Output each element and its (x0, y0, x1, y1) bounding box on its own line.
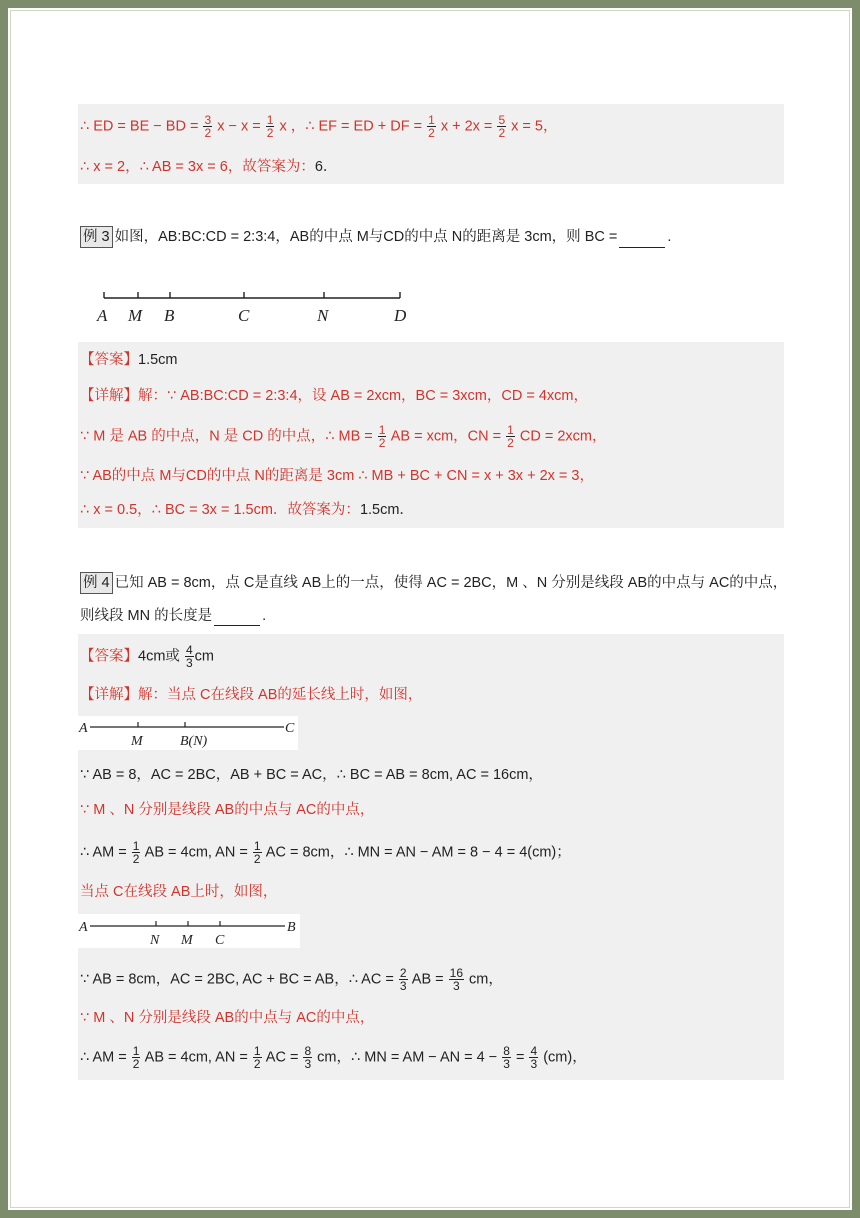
diag1-label-a: A (79, 721, 88, 736)
point-label-d: D (394, 306, 407, 325)
answer-blank (214, 611, 260, 626)
point-label-c: C (238, 306, 250, 325)
point-label-n: N (317, 306, 329, 325)
fraction: $\frac{1}{2}$ (266, 113, 274, 140)
fraction: $\frac{8}{3}$ (304, 1044, 312, 1071)
diag1-label-m: M (131, 734, 143, 749)
ex2-line-2: ∴ x = 2，∴ AB = 3x = 6，故答案为：6． (80, 159, 338, 175)
diag2-label-c: C (215, 933, 225, 948)
fraction: $\frac{1}{2}$ (132, 839, 140, 866)
fraction: $\frac{1}{2}$ (253, 839, 261, 866)
diag1-label-c: C (285, 721, 295, 736)
ex4-detail-4: ∴ AM = $\frac{1}{2}$ AB = 4cm, AN = $\frac{1}{2}$ AC = 8cm，∴ MN = AN − AM = 8 − 4 = 4(cm)； (80, 839, 571, 866)
ex4-diagram-1 (78, 716, 298, 750)
fraction: $\frac{1}{2}$ (507, 423, 514, 450)
fraction: $\frac{3}{2}$ (204, 113, 212, 140)
fraction: $\frac{1}{2}$ (132, 1044, 140, 1071)
fraction: $\frac{8}{3}$ (503, 1044, 510, 1071)
ex4-diagram-2 (78, 914, 300, 948)
diag2-label-m: M (181, 933, 193, 948)
diag2-label-b: B (287, 920, 296, 935)
point-label-a: A (97, 306, 108, 325)
ex4-detail-8: ∴ AM = $\frac{1}{2}$ AB = 4cm, AN = $\frac{1}{2}$ AC = $\frac{8}{3}$ cm，∴ MN = AM − AN = 4 − $\frac{8}{3}$ = $\frac{4}{3}$ (cm)， (80, 1044, 587, 1071)
fraction: $\frac{1}{2}$ (253, 1044, 261, 1071)
fraction: $\frac{16}{3}$ (449, 966, 464, 993)
ex4-detail-6: ∵ AB = 8cm，AC = 2BC, AC + BC = AB，∴ AC = $\frac{2}{3}$ AB = $\frac{16}{3}$ cm， (80, 966, 503, 993)
example-label: 例 3 (80, 226, 113, 248)
ex3-detail-2: ∵ M 是 AB 的中点，N 是 CD 的中点，∴ MB = $\frac{1}{2}$ AB = xcm，CN = $\frac{1}{2}$ CD = 2xcm， (80, 423, 607, 450)
example-label: 例 4 (80, 572, 113, 594)
fraction: $\frac{4}{3}$ (530, 1044, 538, 1071)
diag2-label-n: N (150, 933, 160, 948)
fraction: $\frac{4}{3}$ (185, 643, 193, 670)
ex3-detail-4: ∴ x = 0.5，∴ BC = 3x = 1.5cm．故答案为：1.5cm． (80, 502, 414, 518)
fraction: $\frac{5}{2}$ (498, 113, 506, 140)
ex4-detail-1: 【详解】解：当点 C在线段 AB的延长线上时，如图， (80, 687, 423, 703)
ex4-detail-2: ∵ AB = 8，AC = 2BC，AB + BC = AC，∴ BC = AB = 8cm, AC = 16cm， (80, 767, 543, 783)
diag2-label-a: A (79, 920, 88, 935)
answer-blank (619, 233, 665, 248)
ex4-detail-3: ∵ M 、N 分别是线段 AB的中点与 AC的中点， (80, 802, 375, 818)
fraction: $\frac{1}{2}$ (428, 113, 435, 140)
ex2-line-1: ∴ ED = BE − BD = $\frac{3}{2}$ x − x = $\frac{1}{2}$ x ，∴ EF = ED + DF = $\frac{1}{2}$ x + 2x = $\frac{5}{2}$ x = 5， (80, 113, 558, 140)
ex4-question-1: 例 4 已知 AB = 8cm，点 C是直线 AB上的一点，使得 AC = 2BC，M 、N 分别是线段 AB的中点与 AC的中点， (80, 572, 787, 594)
ex3-detail-3: ∵ AB的中点 M与CD的中点 N的距离是 3cm ∴ MB + BC + CN = x + 3x + 2x = 3， (80, 468, 594, 484)
ex4-detail-5: 当点 C在线段 AB上时，如图， (80, 884, 278, 900)
ex3-question: 例 3 如图，AB:BC:CD = 2:3:4，AB的中点 M与CD的中点 N的距离是 3cm，则 BC = . (80, 226, 671, 248)
fraction: $\frac{1}{2}$ (378, 423, 386, 450)
diag1-label-bn: B(N) (180, 734, 208, 749)
ex3-segment-diagram (88, 284, 418, 328)
fraction: $\frac{2}{3}$ (399, 966, 407, 993)
ex4-answer: 【答案】4cm或 $\frac{4}{3}$ cm (80, 643, 214, 670)
ex4-detail-7: ∵ M 、N 分别是线段 AB的中点与 AC的中点， (80, 1010, 375, 1026)
point-label-m: M (128, 306, 143, 325)
ex4-question-2: 则线段 MN 的长度是 . (80, 608, 267, 624)
ex3-answer: 【答案】1.5cm (80, 352, 178, 368)
ex3-detail-1: 【详解】解：∵ AB:BC:CD = 2:3:4，设 AB = 2xcm，BC = 3xcm，CD = 4xcm， (80, 388, 588, 404)
point-label-b: B (164, 306, 175, 325)
